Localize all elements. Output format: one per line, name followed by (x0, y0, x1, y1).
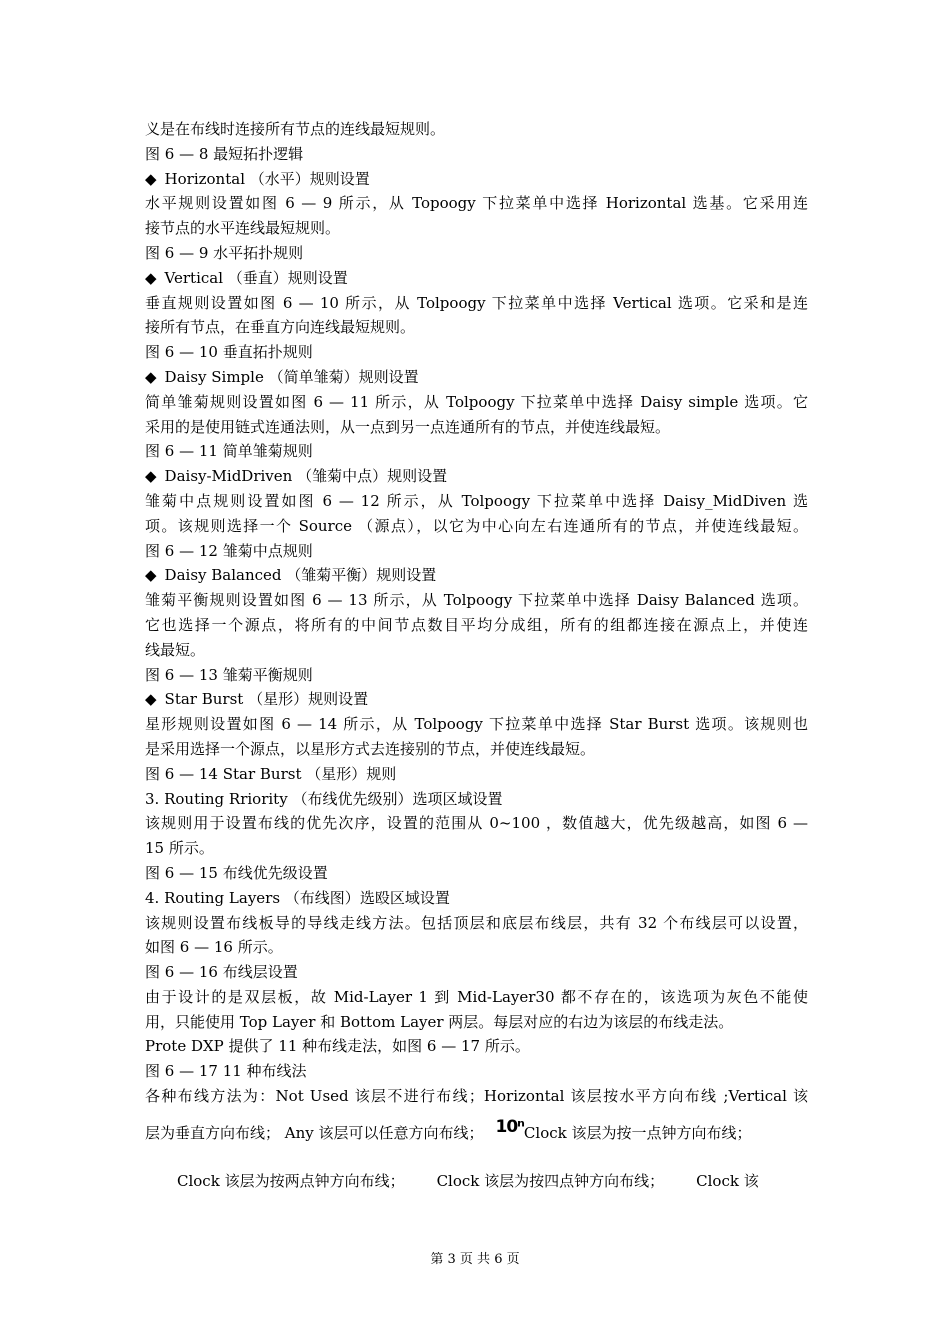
text-line: 雏菊平衡规则设置如图 6 — 13 所示，从 Tolpoogy 下拉菜单中选择 Daisy Balanced 选项。 (145, 591, 808, 610)
figure-caption: 图 6 — 14 Star Burst （星形）规则 (145, 764, 397, 783)
diamond-bullet-icon: ◆ (145, 467, 157, 486)
diamond-bullet-icon: ◆ (145, 690, 157, 709)
bullet-heading: ◆ Horizontal （水平）规则设置 (145, 169, 370, 188)
text-line: 接节点的水平连线最短规则。 (145, 219, 341, 238)
text-line: 义是在布线时连接所有节点的连线最短规则。 (145, 120, 446, 138)
text-line: Clock 该层为按两点钟方向布线； Clock 该层为按四点钟方向布线； Clock 该 (177, 1171, 759, 1190)
text-line: 采用的是使用链式连通法则，从一点到另一点连通所有的节点，并使连线最短。 (145, 417, 671, 436)
figure-caption: 图 6 — 17 11 种布线法 (145, 1062, 307, 1081)
text-line: 垂直规则设置如图 6 — 10 所示，从 Tolpoogy 下拉菜单中选择 Vertical 选项。它采和是连 (145, 293, 808, 312)
text-line: 雏菊中点规则设置如图 6 — 12 所示，从 Tolpoogy 下拉菜单中选择 Daisy_MidDiven 选 (145, 491, 808, 510)
bullet-heading: ◆ Daisy Balanced （雏菊平衡）规则设置 (145, 566, 437, 585)
text-line: 该规则用于设置布线的优先次序，设置的范围从 0~100 ，数值越大，优先级越高，如图 6 — (145, 814, 808, 833)
figure-caption: 图 6 — 10 垂直拓扑规则 (145, 343, 313, 362)
figure-caption: 图 6 — 12 雏菊中点规则 (145, 541, 313, 560)
text-line: Prote DXP 提供了 11 种布线走法，如图 6 — 17 所示。 (145, 1037, 530, 1056)
text-line: 由于设计的是双层板，故 Mid-Layer 1 到 Mid-Layer30 都不存在的，该选项为灰色不能使 (145, 987, 808, 1006)
section-heading: 4. Routing Layers （布线图）选殴区域设置 (145, 888, 450, 907)
figure-caption: 图 6 — 13 雏菊平衡规则 (145, 665, 313, 684)
figure-caption: 图 6 — 9 水平拓扑规则 (145, 243, 304, 262)
text-line: 简单雏菊规则设置如图 6 — 11 所示，从 Tolpoogy 下拉菜单中选择 Daisy simple 选项。它 (145, 392, 808, 411)
text-line: 项。该规则选择一个 Source （源点），以它为中心向左右连通所有的节点，并使连线最短。 (145, 516, 808, 535)
text-line: 水平规则设置如图 6 — 9 所示，从 Topoogy 下拉菜单中选择 Horizontal 选基。它采用连 (145, 194, 808, 213)
text-line: 各种布线方法为：Not Used 该层不进行布线；Horizontal 该层按水平方向布线 ;Vertical 该 (145, 1087, 808, 1106)
section-heading: 3. Routing Rriority （布线优先级别）选项区域设置 (145, 789, 503, 808)
text-line: 用，只能使用 Top Layer 和 Bottom Layer 两层。每层对应的右边为该层的布线走法。 (145, 1012, 734, 1031)
text-line: 如图 6 — 16 所示。 (145, 938, 283, 957)
bullet-heading: ◆ Daisy Simple （简单雏菊）规则设置 (145, 367, 419, 386)
text-line: 层为垂直方向布线； Any 该层可以任意方向布线； 10ⁿClock 该层为按一点钟方向布线； (145, 1116, 752, 1142)
text-line: 该规则设置布线板导的导线走线方法。包括顶层和底层布线层，共有 32 个布线层可以设置， (145, 913, 808, 932)
clock-direction-icon: 10ⁿ (495, 1116, 524, 1137)
page-body (145, 117, 808, 1205)
bullet-heading: ◆ Star Burst （星形）规则设置 (145, 690, 369, 709)
text-line: 星形规则设置如图 6 — 14 所示，从 Tolpoogy 下拉菜单中选择 Star Burst 选项。该规则也 (145, 715, 808, 734)
text-line: 是采用选择一个源点，以星形方式去连接别的节点，并使连线最短。 (145, 739, 596, 758)
diamond-bullet-icon: ◆ (145, 367, 157, 386)
figure-caption: 图 6 — 16 布线层设置 (145, 963, 298, 982)
text-line: 线最短。 (145, 640, 206, 659)
text-line: 15 所示。 (145, 839, 214, 858)
bullet-heading: ◆ Vertical （垂直）规则设置 (145, 268, 348, 287)
diamond-bullet-icon: ◆ (145, 169, 157, 188)
diamond-bullet-icon: ◆ (145, 566, 157, 585)
figure-caption: 图 6 — 8 最短拓扑逻辑 (145, 144, 304, 163)
text-line: 接所有节点，在垂直方向连线最短规则。 (145, 318, 416, 337)
figure-caption: 图 6 — 11 简单雏菊规则 (145, 442, 313, 461)
bullet-heading: ◆ Daisy-MidDriven （雏菊中点）规则设置 (145, 467, 448, 486)
text-line: 它也选择一个源点，将所有的中间节点数目平均分成组，所有的组都连接在源点上，并使连 (145, 615, 808, 634)
diamond-bullet-icon: ◆ (145, 268, 157, 287)
page-number: 第 3 页 共 6 页 (430, 1252, 520, 1267)
figure-caption: 图 6 — 15 布线优先级设置 (145, 863, 328, 882)
